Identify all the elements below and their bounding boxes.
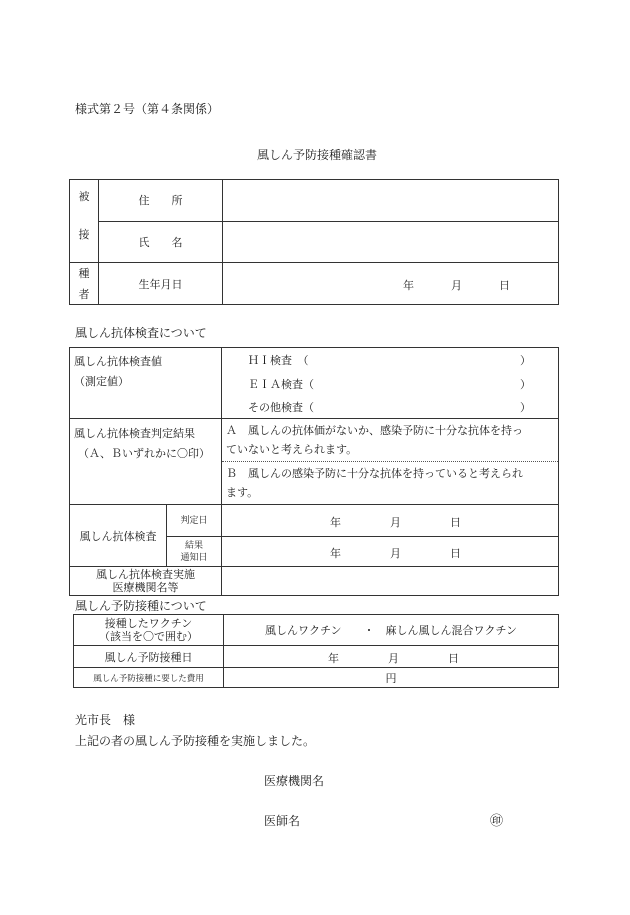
vaccine-options[interactable]: 風しんワクチン ・ 麻しん風しん混合ワクチン [224, 615, 559, 646]
other-close-paren: ） [520, 401, 531, 415]
antibody-value-label-cell [70, 348, 222, 419]
other-test-label: その他検査（ [248, 401, 314, 415]
label-char: 者 [78, 287, 90, 301]
page-title: 風しん予防接種確認書 [257, 148, 378, 162]
antibody-value-label: 風しん抗体検査値 [74, 355, 162, 368]
vacc-day: 日 [448, 651, 459, 665]
clinic-label: 医療機関名 [264, 774, 325, 788]
hi-close-paren: ） [520, 354, 531, 368]
vaccine-label-1: 接種したワクチン [104, 617, 193, 630]
judge-month: 月 [390, 515, 401, 529]
vacc-month: 月 [388, 651, 399, 665]
result-b-option[interactable] [222, 462, 559, 505]
eia-close-paren: ） [520, 377, 531, 391]
institution-field[interactable] [222, 567, 559, 596]
result-label-cell [70, 419, 222, 505]
notice-date-label-2: 通知日 [180, 552, 208, 563]
eia-test-field[interactable] [222, 371, 559, 395]
dob-year: 年 [403, 278, 414, 292]
notice-date-label-1: 結果 [184, 540, 203, 551]
dob-label: 生年月日 [99, 263, 223, 305]
result-b-line2: ます。 [226, 486, 259, 499]
notice-year: 年 [330, 546, 341, 560]
result-label: 風しん抗体検査判定結果 [74, 427, 195, 440]
vacc-year: 年 [328, 651, 339, 665]
form-number: 様式第２号（第４条関係） [75, 102, 220, 116]
person-table [69, 179, 559, 305]
vaccination-table [73, 614, 559, 688]
notice-month: 月 [390, 546, 401, 560]
vaccine-label-cell [74, 615, 224, 646]
address-field[interactable] [223, 180, 559, 222]
seal-mark: ㊞ [490, 814, 504, 829]
vaccine-label-2: （該当を〇で囲む） [99, 630, 198, 643]
institution-label-2: 医療機関名等 [112, 581, 179, 594]
result-a-option[interactable] [222, 419, 559, 462]
vaccination-date-field[interactable] [224, 646, 559, 668]
notice-date-label-cell [167, 537, 222, 567]
antibody-test-label: 風しん抗体検査 [70, 505, 167, 567]
notice-date-field[interactable] [222, 537, 559, 567]
addressee: 光市長 様 [75, 713, 136, 727]
dob-field[interactable] [223, 263, 559, 305]
result-sub: （Ａ、Ｂいずれかに〇印） [78, 447, 210, 460]
person-vertical-label-lower [70, 263, 99, 305]
statement: 上記の者の風しん予防接種を実施しました。 [75, 734, 316, 748]
hi-test-label: ＨＩ検査 （ [248, 354, 309, 368]
result-a-line1: Ａ 風しんの抗体価がないか、感染予防に十分な抗体を持っ [226, 424, 523, 437]
antibody-table [69, 347, 559, 596]
notice-day: 日 [450, 546, 461, 560]
result-a-line2: ていないと考えられます。 [226, 443, 358, 456]
result-b-line1: Ｂ 風しんの感染予防に十分な抗体を持っていると考えられ [226, 467, 523, 480]
judge-date-label: 判定日 [167, 505, 222, 537]
person-vertical-label [70, 180, 99, 263]
dob-day: 日 [499, 278, 510, 292]
cost-field[interactable] [224, 668, 559, 688]
cost-yen: 円 [385, 671, 397, 685]
vaccination-date-label: 風しん予防接種日 [74, 646, 224, 668]
institution-label-1: 風しん抗体検査実施 [96, 568, 195, 581]
cost-label: 風しん予防接種に要した費用 [74, 668, 224, 688]
eia-test-label: ＥＩＡ検査（ [248, 377, 314, 391]
doctor-label: 医師名 [264, 814, 301, 828]
judge-date-field[interactable] [222, 505, 559, 537]
address-label: 住 所 [99, 180, 223, 222]
hi-test-field[interactable] [222, 348, 559, 371]
label-char: 接 [78, 228, 90, 241]
name-label: 氏 名 [99, 221, 223, 263]
label-char: 種 [78, 267, 90, 281]
judge-year: 年 [330, 515, 341, 529]
other-test-field[interactable] [222, 395, 559, 419]
name-field[interactable] [223, 221, 559, 263]
antibody-value-sub: （測定値） [74, 375, 129, 388]
antibody-section-title: 風しん抗体検査について [75, 326, 207, 340]
dob-month: 月 [451, 278, 462, 292]
label-char: 被 [78, 190, 90, 203]
vaccination-section-title: 風しん予防接種について [75, 599, 207, 613]
institution-label-cell [70, 567, 222, 596]
judge-day: 日 [450, 515, 461, 529]
